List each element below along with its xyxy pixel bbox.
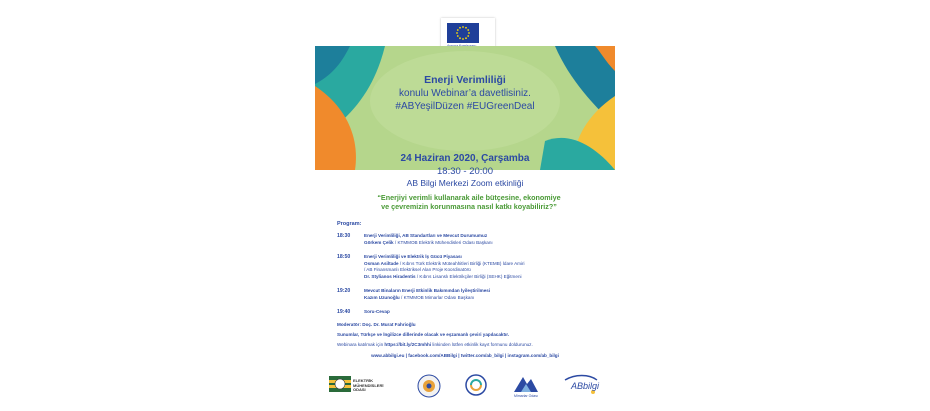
quote-line-1: “Enerjiyi verimli kullanarak aile bütçesine, ekonomiye bbox=[377, 193, 561, 202]
webinar-poster bbox=[315, 0, 615, 411]
quote-line-2: ve çevremizin korunmasına nasıl katkı koyabiliriz?” bbox=[381, 202, 557, 211]
program-time: 19:40 bbox=[337, 309, 351, 315]
speaker-role: / KTMMOB Mimarlar Odası Başkanı bbox=[399, 294, 475, 300]
mimarlar-name: Mimarlar Odası bbox=[514, 394, 538, 398]
mimarlar-odasi-logo bbox=[511, 374, 541, 399]
event-quote bbox=[329, 193, 609, 211]
leaf-banner bbox=[315, 46, 615, 170]
program-title: Mevcut Binaların Enerji Etkinlik Bakımından İyileştirilmesi bbox=[364, 288, 491, 293]
program-title: Soru-Cevap bbox=[364, 309, 390, 314]
emo-logo bbox=[329, 374, 384, 399]
program-time: 18:50 bbox=[337, 254, 351, 260]
speaker-name: Kazım Uzunoğlu bbox=[364, 294, 400, 300]
moderator: Moderatör: Doç. Dr. Murat Fahrioğlu bbox=[337, 322, 416, 327]
registration-note bbox=[337, 342, 533, 347]
webinar-title: Enerji Verimliliği bbox=[424, 74, 506, 86]
banner-text bbox=[315, 74, 615, 113]
abbilgi-logo bbox=[563, 374, 599, 401]
program-title: Enerji Verimliliği ve Elektrik İş Gücü Piyasası bbox=[364, 254, 462, 259]
partner-logos bbox=[315, 372, 615, 400]
speaker-role: / KTMMOB Elektrik Mühendisleri Odası Başkanı bbox=[393, 239, 493, 245]
registration-post: linkinden lütfen etkinlik kayıt formunu doldurunuz. bbox=[431, 342, 533, 347]
event-platform: AB Bilgi Merkezi Zoom etkinliği bbox=[406, 178, 524, 188]
speaker-role-extra: / AB Finansmanlı Elektriksel Alan Proje Koordinatörü bbox=[364, 267, 471, 273]
ktemb-logo bbox=[465, 374, 487, 401]
program-time: 18:30 bbox=[337, 233, 351, 239]
event-time: 18:30 - 20:00 bbox=[437, 166, 493, 177]
ktemb-emblem-icon bbox=[465, 374, 487, 396]
program-time: 19:20 bbox=[337, 288, 351, 294]
speaker-name: Osman Asiltade bbox=[364, 260, 399, 266]
emo-emblem-icon bbox=[329, 374, 351, 394]
speaker-name: Dr. Stylianos Hiradentis bbox=[364, 273, 416, 279]
registration-link[interactable]: https://bit.ly/2C3mhhi bbox=[384, 342, 432, 347]
ktmmob-logo bbox=[417, 374, 441, 403]
eu-flag-icon bbox=[447, 23, 479, 43]
speaker-name: Görkem Çelik bbox=[364, 239, 394, 245]
program-heading: Program: bbox=[337, 221, 362, 227]
speaker-role: / Kıbrıs Lisanslı Elektrikçiler Birliği (SEHK) Eğitmeni bbox=[415, 273, 522, 279]
mimarlar-emblem-icon bbox=[511, 374, 541, 394]
ktmmob-emblem-icon bbox=[417, 374, 441, 398]
event-date: 24 Haziran 2020, Çarşamba bbox=[400, 153, 530, 164]
abbilgi-name: ABbilgi bbox=[571, 381, 600, 391]
emo-name: ELEKTRİK MÜHENDİSLERİ ODASI bbox=[353, 378, 384, 393]
language-note: Sunumlar, Türkçe ve İngilizce dillerinde olacak ve eşzamanlı çeviri yapılacaktır. bbox=[337, 332, 510, 337]
webinar-subtitle: konulu Webinar’a davetlisiniz. bbox=[399, 88, 531, 99]
hashtags: #ABYeşilDüzen #EUGreenDeal bbox=[395, 101, 535, 112]
registration-pre: Webinara katılmak için bbox=[337, 342, 385, 347]
program-title: Enerji Verimliliği, AB Standartları ve Mevcut Durumumuz bbox=[364, 233, 488, 238]
speaker-role: / Kıbrıs Türk Elektrik Müteahhitleri Birliği (KTEMB) İdare Amiri bbox=[398, 260, 525, 266]
social-links[interactable]: www.abbilgi.eu | facebook.com/ABBilgi | twitter.com/ab_bilgi | instagram.com/ab_bilgi bbox=[371, 353, 559, 358]
